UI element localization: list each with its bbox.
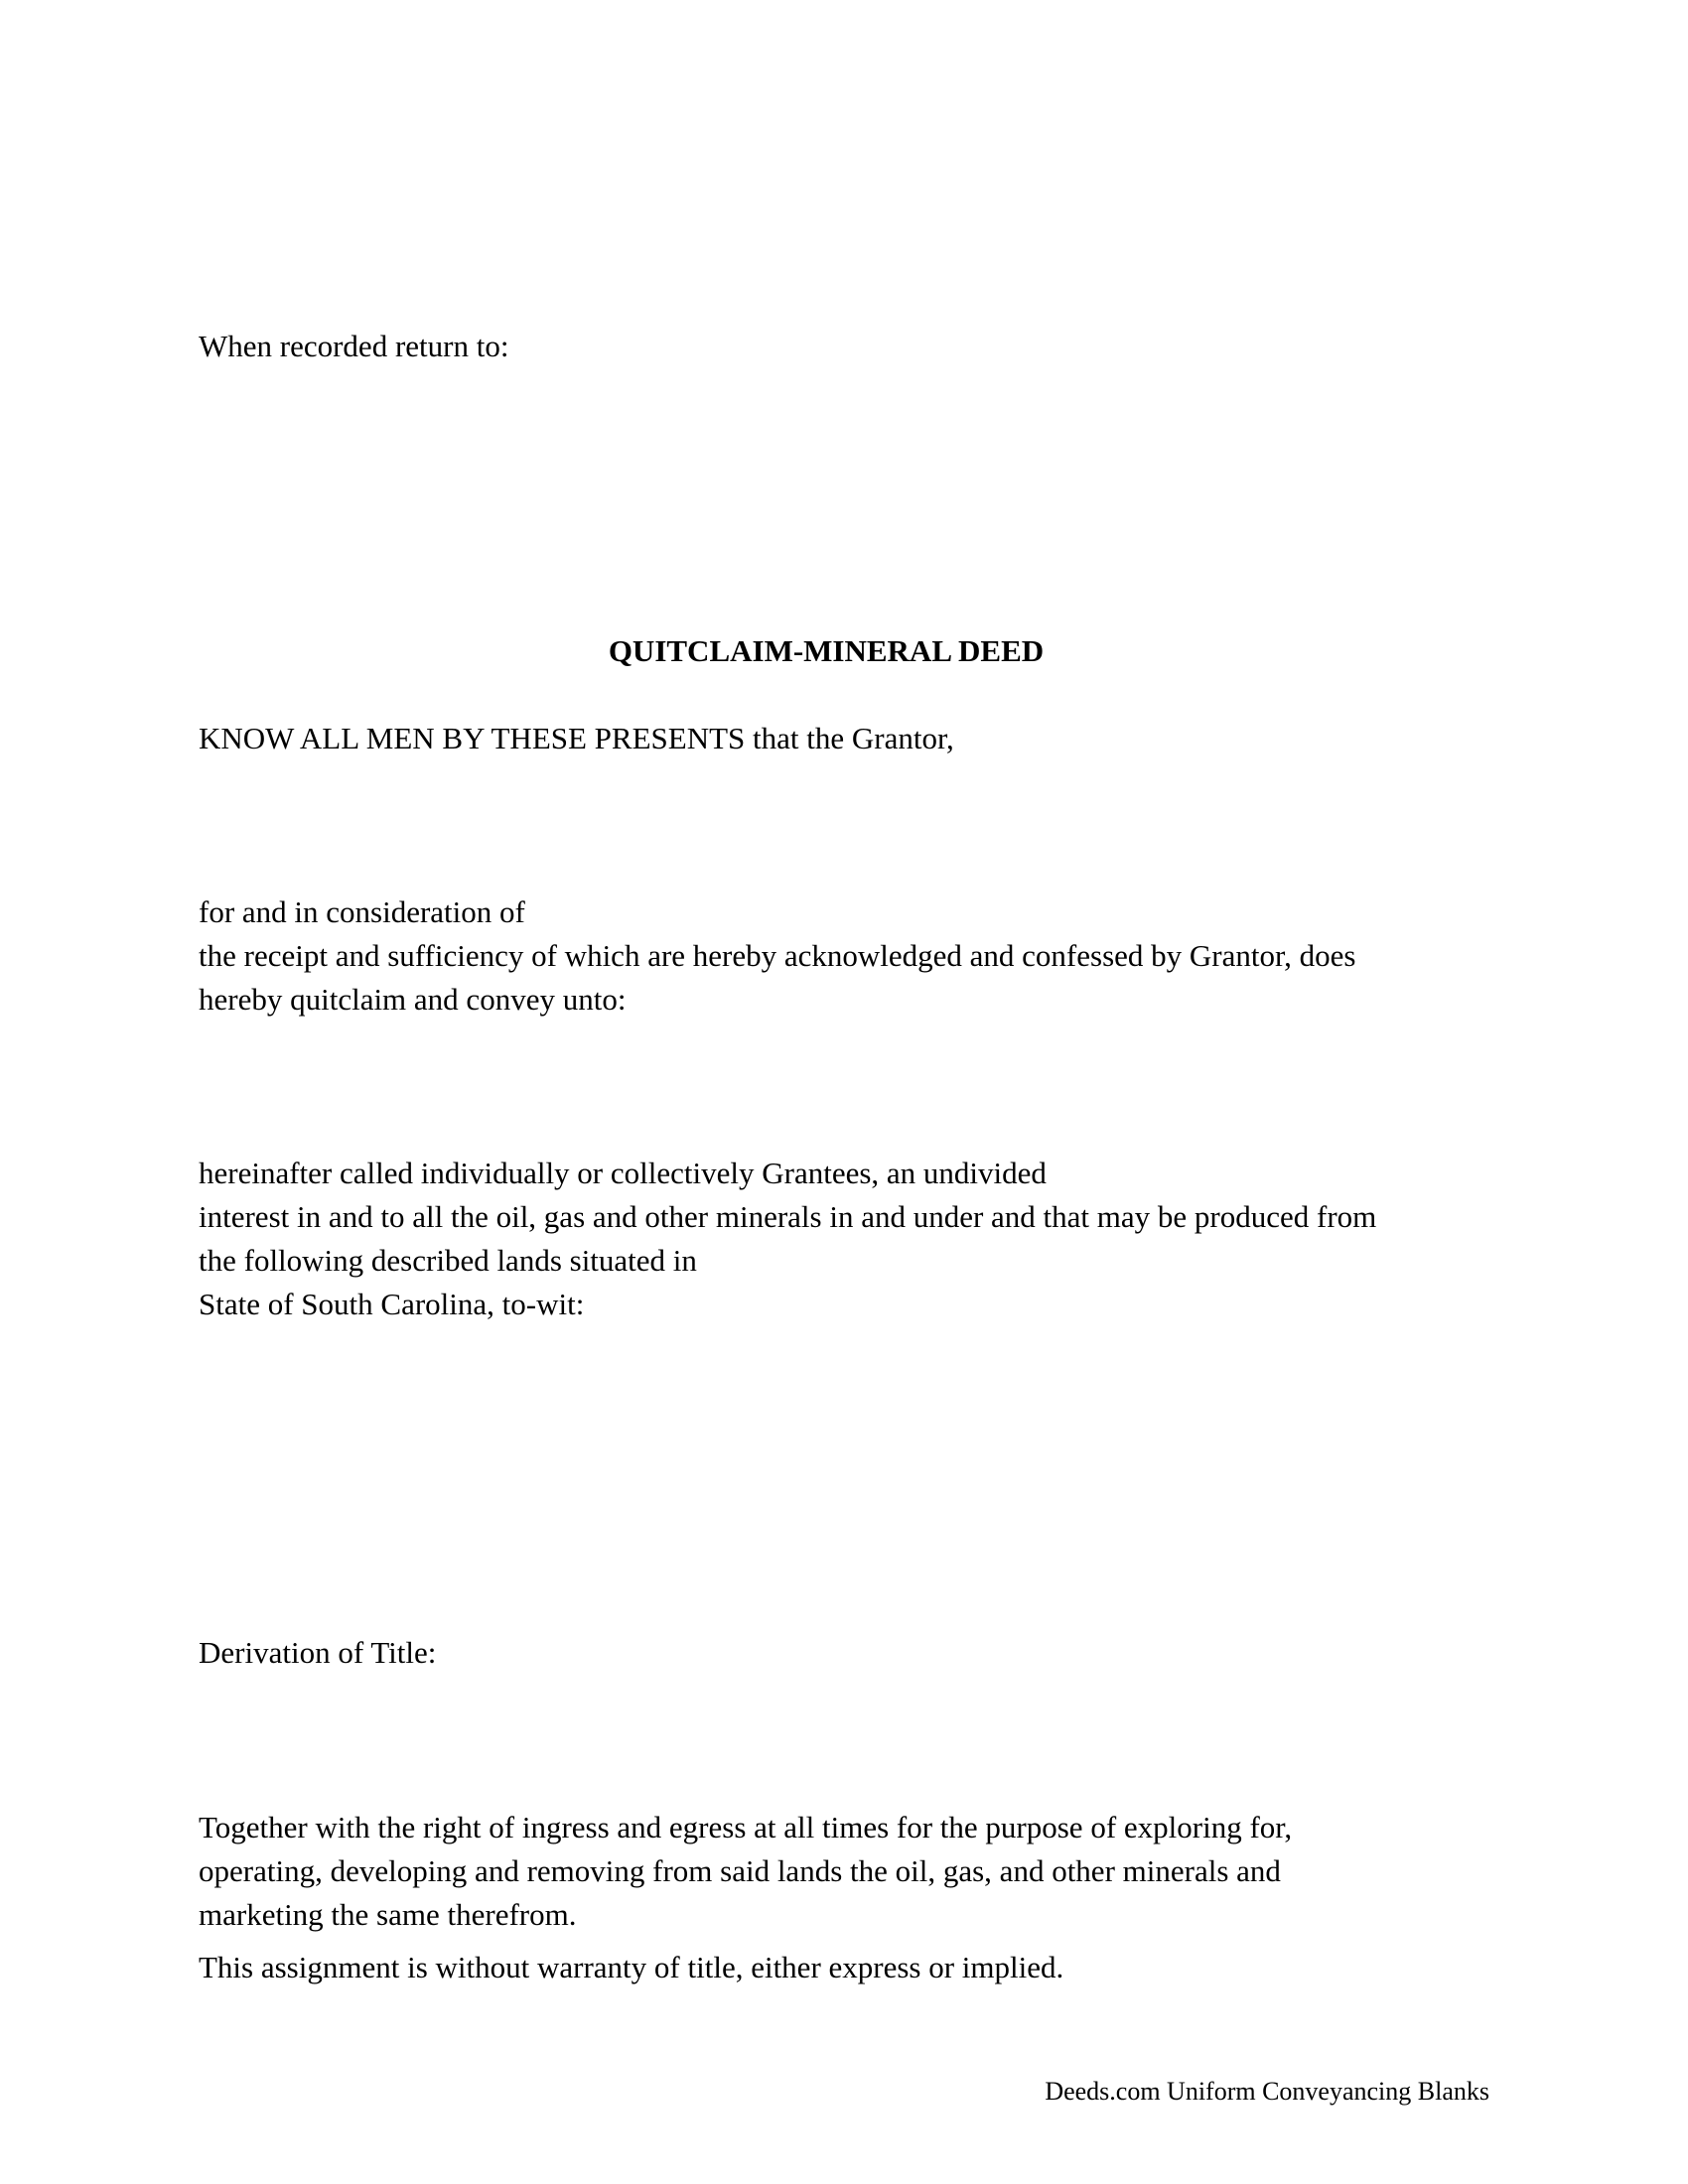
grantee-line: interest in and to all the oil, gas and other minerals in and under and that may be produced from <box>199 1199 1377 1234</box>
intro-statement: KNOW ALL MEN BY THESE PRESENTS that the Grantor, <box>199 721 954 755</box>
derivation-of-title-label: Derivation of Title: <box>199 1635 437 1670</box>
return-to-label: When recorded return to: <box>199 329 509 363</box>
consideration-line: hereby quitclaim and convey unto: <box>199 982 627 1017</box>
document-title: QUITCLAIM-MINERAL DEED <box>608 633 1045 668</box>
grantee-line: State of South Carolina, to-wit: <box>199 1287 585 1321</box>
warranty-statement: This assignment is without warranty of title, either express or implied. <box>199 1950 1064 1984</box>
grantee-line: hereinafter called individually or collectively Grantees, an undivided <box>199 1156 1047 1190</box>
together-clause-line: Together with the right of ingress and egress at all times for the purpose of exploring for, <box>199 1810 1293 1844</box>
together-clause-line: operating, developing and removing from said lands the oil, gas, and other minerals and <box>199 1853 1281 1888</box>
footer-branding: Deeds.com Uniform Conveyancing Blanks <box>1045 2077 1489 2106</box>
consideration-line: for and in consideration of <box>199 894 525 929</box>
together-clause-line: marketing the same therefrom. <box>199 1897 577 1932</box>
grantee-line: the following described lands situated in <box>199 1243 697 1278</box>
consideration-line: the receipt and sufficiency of which are hereby acknowledged and confessed by Grantor, does <box>199 938 1356 973</box>
